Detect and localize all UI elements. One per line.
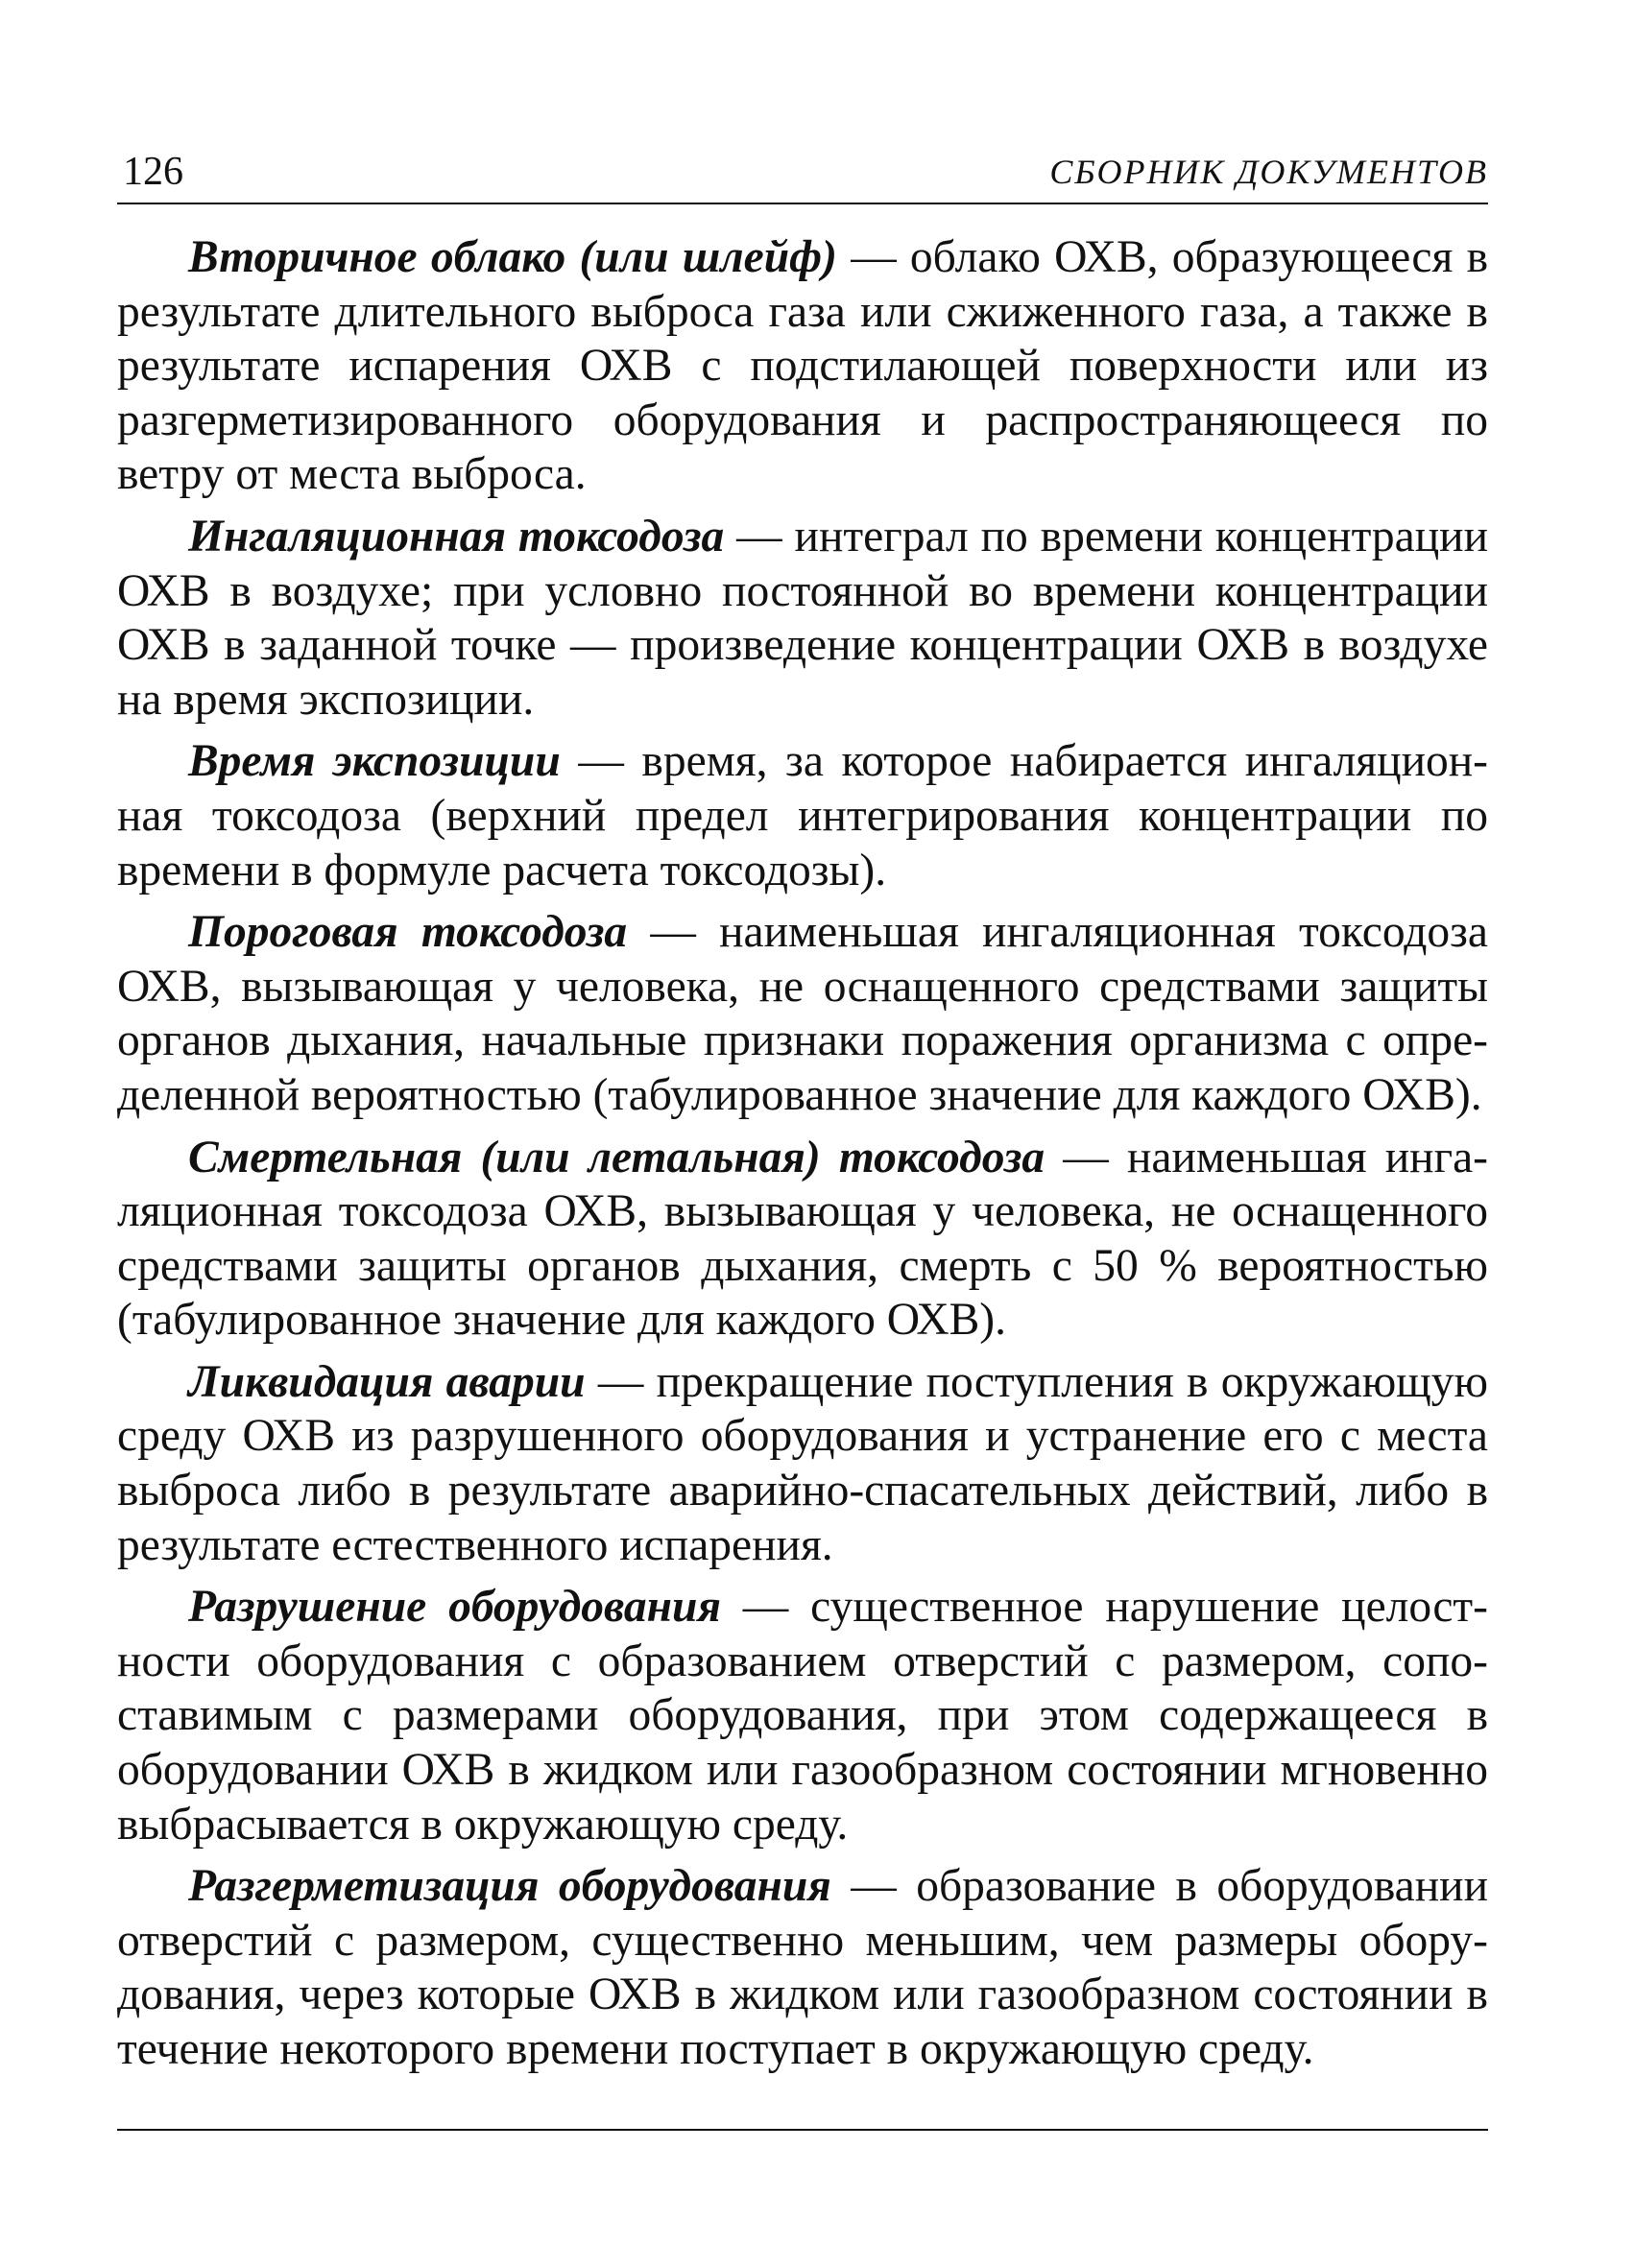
definition-paragraph: [117, 1355, 1488, 1572]
definition-text: — существенное нарушение целостности оборудования с образованием отверстий с размером, сопоставимым с размерами оборудования, при этом содержащееся в оборудовании ОХВ в жидком или газообразном состоянии мгновенно выбрасывается в окружающую среду.: [117, 1582, 1488, 1850]
definition-text: — облако ОХВ, образующееся в результате длительного выброса газа или сжиженного газа, а также в результате испарения ОХВ с подстилающей поверхности или из разгерметизированного оборудования и распространяющееся по ветру от места выброса.: [117, 232, 1488, 500]
definition-term: Вторичное облако (или шлейф): [188, 232, 837, 282]
page-header: [117, 144, 1488, 200]
body-text: [117, 230, 1488, 2085]
definition-paragraph: [117, 510, 1488, 727]
definition-text: — интеграл по времени концентрации ОХВ в воздухе; при условно постоянной во времени концентрации ОХВ в заданной точке — произведение концентрации ОХВ в воздухе на время экспозиции.: [117, 511, 1488, 725]
definition-term: Ликвидация аварии: [188, 1356, 586, 1407]
definition-text: — время, за которое набирается ингаляционная токсодоза (верхний предел интегрирования концентрации по времени в формуле расчета токсодозы).: [117, 736, 1488, 895]
definition-term: Смертельная (или летальная) токсодоза: [188, 1132, 1045, 1182]
definition-text: — наименьшая ингаляционная токсодоза ОХВ, вызывающая у человека, не оснащенного средствами защиты органов дыхания, смерть с 50 % вероятностью (табулированное значение для каждого ОХВ).: [117, 1132, 1488, 1346]
footer-rule: [117, 2129, 1488, 2131]
definition-term: Время экспозиции: [188, 736, 561, 787]
definition-paragraph: [117, 734, 1488, 897]
definition-text: — прекращение поступления в окружающую среду ОХВ из разрушенного оборудования и устранение его с места выброса либо в результате аварийно-спасательных действий, либо в результате естественного испарения.: [117, 1356, 1488, 1570]
running-title: СБОРНИК ДОКУМЕНТОВ: [1049, 153, 1488, 191]
header-rule: [117, 203, 1488, 204]
definition-term: Пороговая токсодоза: [188, 907, 628, 958]
definition-paragraph: [117, 1131, 1488, 1348]
definition-term: Разрушение оборудования: [188, 1582, 721, 1633]
definition-term: Ингаляционная токсодоза: [188, 511, 725, 561]
definition-term: Разгерметизация оборудования: [188, 1861, 831, 1912]
definition-paragraph: [117, 1859, 1488, 2076]
definition-text: — наименьшая ингаляционная токсодоза ОХВ, вызывающая у человека, не оснащенного средствами защиты органов дыхания, начальные признаки поражения организма с определенной вероятностью (табулированное значение для каждого ОХВ).: [117, 907, 1488, 1120]
definition-paragraph: [117, 1580, 1488, 1851]
definition-paragraph: [117, 905, 1488, 1122]
definition-text: — образование в оборудовании отверстий с размером, существенно меньшим, чем размеры оборудования, через которые ОХВ в жидком или газообразном состоянии в течение некоторого времени поступает в окружающую среду.: [117, 1861, 1488, 2074]
page-number: 126: [123, 150, 183, 194]
definition-paragraph: [117, 230, 1488, 502]
